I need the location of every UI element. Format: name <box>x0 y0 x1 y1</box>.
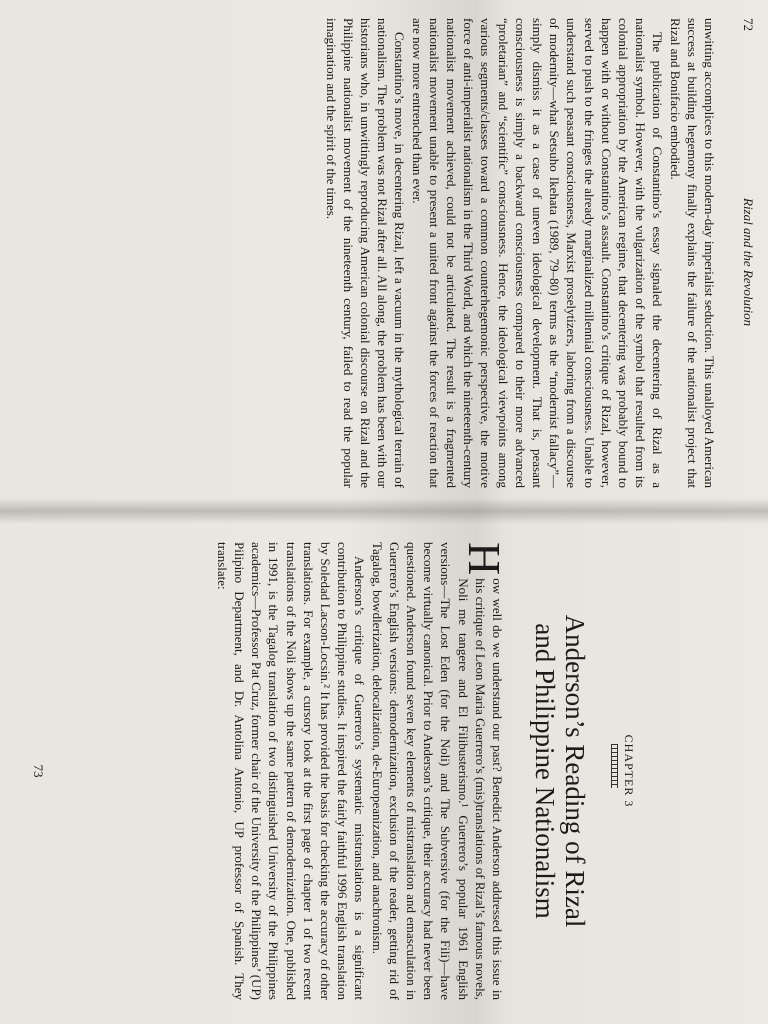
chapter-title-line-1: Anderson’s Reading of Rizal <box>560 614 590 928</box>
left-page <box>0 0 768 505</box>
right-paragraph-1 <box>368 542 510 1000</box>
right-paragraph-2: Anderson’s critique of Guerrero’s systematic mistranslations is a significant contribution to Philippine studies. It inspired the fairly faithful 1996 English translation by Soledad Lacson-Locsin.² It has provided the basis for checking the accuracy of other translations. For example, a cursory look at the first page of chapter 1 of two recent translations of the Noli shows up the same pattern of demodernization. One, published in 1991, is the Tagalog translation of two distinguished University of the Philippines academics—Professor Pat Cruz, former chair of the University of the Philippines’ (UP) Pilipino Department, and Dr. Antolina Antonio, UP professor of Spanish. They translate: <box>214 542 368 1000</box>
drop-cap: H <box>459 542 510 576</box>
left-body-text <box>322 18 718 488</box>
right-page-number: 73 <box>31 764 46 778</box>
left-paragraph-3: Constantino’s move, in decentering Rizal, left a vacuum in the mythological terrain of nationalism. The problem was not Rizal after all. All along, the problem has been with our historians who, in unwittingly reproducing American colonial discourse on Rizal and the Philippine nationalist movement of the nineteenth century, failed to read the popular imagination and the spirit of the times. <box>323 18 408 488</box>
right-body-text <box>214 542 510 1000</box>
left-paragraph-2: The publication of Constantino’s essay signaled the decentering of Rizal as a nationalist symbol. However, with the vulgarization of the symbol that resulted from its colonial appropriation by the American regime, that decentering was probably bound to happen with or without Constantino’s assault. Constantino’s critique of Rizal, however, served to push to the fringes the already marginalized millennial consciousness. Unable to understand such peasant consciousness, Marxist proselytizers, laboring from a discourse of modernity—what Setsuho Ikehata (1989, 79–80) terms as the “modernist fallacy”—simply dismiss it as a case of uneven ideological development. That is, peasant consciousness is simply a backward consciousness compared to their more advanced “proletarian” and “scientific” consciousness. Hence, the ideological viewpoints among various segments/classes toward a common counterhegemonic perspective, the motive force of anti-imperialist nationalism in the Third World, and which the nineteenth-century nationalist movement achieved, could not be articulated. The result is a fragmented nationalist movement unable to present a united front against the forces of reaction that are now more entrenched than ever. <box>409 18 666 488</box>
running-title: Rizal and the Revolution <box>741 198 756 327</box>
left-running-head <box>734 18 756 505</box>
right-page <box>0 518 768 1024</box>
lead-text: ow well do we understand our past? Benedict Anderson addressed this issue in his critique of Leon Maria Guerrero’s (mis)translations of Rizal’s famous novels, Noli me tangere and El Filibusterismo.¹ Guerrero’s popular 1961 English versions—The Lost Eden (for the Noli) and The Subversive (for the Fili)—have become virtually canonical. Prior to Anderson’s critique, their accuracy had never been questioned. Anderson found seven key elements of mistranslation and emasculation in Guerrero’s English versions: demodernization, exclusion of the reader, getting rid of Tagalog, bowdlerization, delocalization, de-Europeanization, and anachronism. <box>369 542 505 1000</box>
left-page-number: 72 <box>741 18 756 31</box>
left-paragraph-1: unwitting accomplices to this modern-day imperialist seduction. This unalloyed American success at building hegemony finally explains the failure of the nationalist project that Rizal and Bonifacio embodied. <box>667 18 717 488</box>
chapter-title-line-2: and Philippine Nationalism <box>530 623 560 919</box>
chapter-ornament <box>611 744 618 788</box>
chapter-label: CHAPTER 3 <box>622 734 636 808</box>
chapter-title <box>530 518 590 1024</box>
